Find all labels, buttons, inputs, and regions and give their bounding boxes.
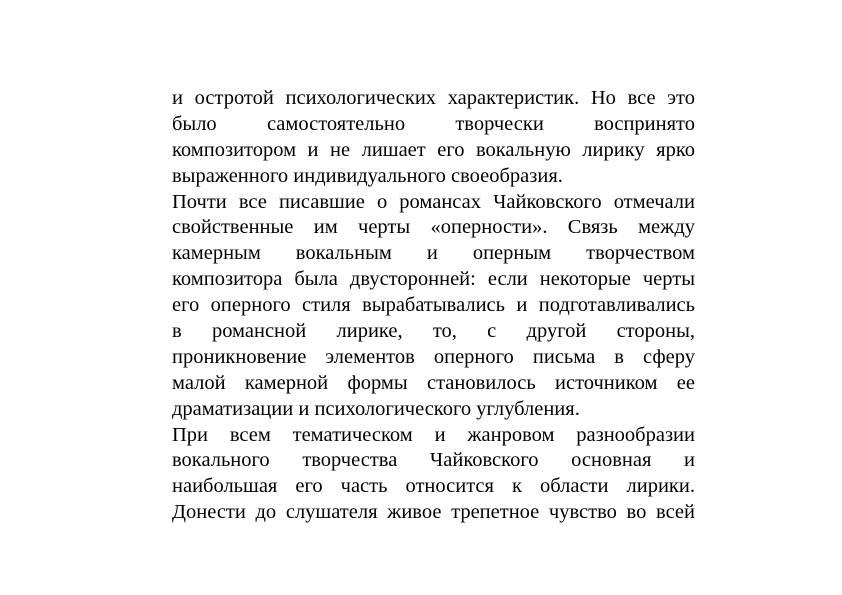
text-line: свойственные им черты «оперности». Связь между (172, 216, 695, 239)
text-line: в романсной лирике, то, с другой стороны, (172, 320, 695, 343)
text-line: камерным вокальным и оперным творчеством (172, 242, 695, 265)
text-line: При всем тематическом и жанровом разнообразии (172, 423, 695, 446)
text-line: проникновение элементов оперного письма в сферу (172, 345, 695, 368)
body-text (172, 86, 695, 526)
text-line: выраженного индивидуального своеобразия. (172, 164, 563, 187)
text-line: вокального творчества Чайковского основная и (172, 449, 695, 472)
text-line: Почти все писавшие о романсах Чайковского отмечали (172, 190, 695, 213)
text-line: драматизации и психологического углубления. (172, 397, 580, 420)
paragraph-3 (172, 423, 695, 527)
text-line: наибольшая его часть относится к области лирики. (172, 475, 695, 498)
paragraph-2 (172, 190, 695, 423)
text-line: композитора была двусторонней: если некоторые черты (172, 268, 695, 291)
text-line: было самостоятельно творчески воспринято (172, 112, 695, 135)
text-line: малой камерной формы становилось источником ее (172, 371, 695, 394)
text-line: композитором и не лишает его вокальную лирику ярко (172, 138, 695, 161)
text-line: его оперного стиля вырабатывались и подготавливались (172, 294, 695, 317)
text-line: Донести до слушателя живое трепетное чувство во всей (172, 501, 695, 524)
text-line: и остротой психологических характеристик. Но все это (172, 87, 695, 109)
paragraph-1 (172, 86, 695, 190)
